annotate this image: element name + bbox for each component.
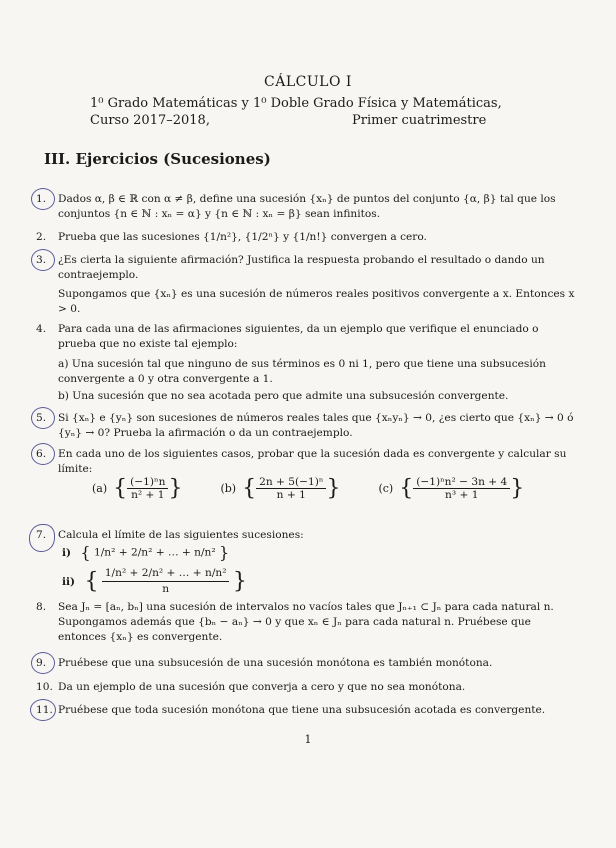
exercise-text: Si {xₙ} e {yₙ} son sucesiones de números reales tales que {xₙyₙ} → 0, ¿es cierto que {xₙ} → 0 ó {yₙ} → 0? Prueba la afirmación o da un contraejemplo. — [58, 412, 574, 439]
limit-a-label: (a) — [92, 482, 108, 495]
denominator: n + 1 — [276, 489, 306, 501]
numerator: 1/n² + 2/n² + … + n/n² — [102, 566, 230, 582]
degree-line: 1⁰ Grado Matemáticas y 1⁰ Doble Grado Física y Matemáticas, — [90, 96, 502, 111]
fraction — [127, 476, 168, 501]
pen-circle-mark — [31, 652, 55, 674]
exercise-number: 1. — [36, 193, 47, 205]
exercise-number: 6. — [36, 448, 47, 460]
exercise-number: 11. — [36, 704, 53, 716]
brace-icon: { — [113, 476, 128, 501]
pen-circle-mark — [29, 524, 55, 552]
fraction — [256, 476, 326, 501]
denominator: n — [162, 583, 170, 595]
brace-icon: } — [326, 476, 341, 501]
exercise-number: 4. — [36, 323, 47, 335]
ex7-part-ii — [62, 566, 582, 597]
brace-icon: { — [242, 476, 257, 501]
exercise-text: En cada uno de los siguientes casos, probar que la sucesión dada es convergente y calcular su límite: — [58, 448, 567, 475]
exercise-text: Da un ejemplo de una sucesión que converja a cero y que no sea monótona. — [58, 681, 466, 693]
ex7-ii-label: ii) — [62, 575, 76, 588]
exercise-number: 5. — [36, 412, 47, 424]
exercise-text: Para cada una de las afirmaciones siguientes, da un ejemplo que verifique el enunciado o prueba que no existe tal ejemplo: — [58, 323, 539, 350]
exercise-number: 9. — [36, 657, 47, 669]
pen-circle-mark — [31, 249, 55, 271]
page-number: 1 — [304, 733, 312, 746]
numerator: (−1)ⁿn² − 3n + 4 — [413, 476, 510, 489]
exercise-text: Dados α, β ∈ ℝ con α ≠ β, define una sucesión {xₙ} de puntos del conjunto {α, β} tal que los conjuntos {n ∈ ℕ : xₙ = α} y {n ∈ ℕ : xₙ = β} sean infinitos. — [58, 193, 556, 220]
limit-b-label: (b) — [220, 482, 237, 495]
denominator: n³ + 1 — [445, 489, 479, 501]
section-title: III. Ejercicios (Sucesiones) — [44, 150, 271, 168]
exercise-number: 7. — [36, 529, 47, 541]
exercise-text: Prueba que las sucesiones {1/n²}, {1/2ⁿ} y {1/n!} convergen a cero. — [58, 231, 427, 243]
brace-icon: } — [510, 476, 525, 501]
semester: Primer cuatrimestre — [352, 113, 487, 128]
exercise-text-2: Supongamos que {xₙ} es una sucesión de números reales positivos convergente a x. Entonces x > 0. — [58, 288, 575, 315]
ex7-i-expression: 1/n² + 2/n² + … + n/n² — [93, 546, 216, 559]
pen-circle-mark — [31, 443, 55, 465]
exercise-text: ¿Es cierta la siguiente afirmación? Justifica la respuesta probando el resultado o dando un contraejemplo. — [58, 254, 545, 281]
brace-icon: } — [232, 569, 247, 594]
exercise-number: 10. — [36, 681, 53, 693]
exercise-part-b: b) Una sucesión que no sea acotada pero que admite una subsucesión convergente. — [58, 390, 509, 402]
exercise-number: 8. — [36, 601, 47, 613]
fraction — [413, 476, 510, 501]
brace-icon: { — [399, 476, 414, 501]
brace-icon: { — [84, 569, 99, 594]
exercise-part-a: a) Una sucesión tal que ninguno de sus términos es 0 ni 1, pero que tiene una subsucesión convergente a 0 y otra convergente a 1. — [58, 358, 546, 385]
pen-circle-mark — [30, 699, 56, 721]
exercise-number: 3. — [36, 254, 47, 266]
exercise-text: Calcula el límite de las siguientes sucesiones: — [58, 529, 304, 541]
brace-icon: } — [168, 476, 183, 501]
brace-icon: } — [219, 543, 230, 562]
fraction — [102, 566, 230, 597]
limit-c — [378, 476, 524, 501]
brace-icon: { — [80, 543, 91, 562]
limit-c-label: (c) — [378, 482, 394, 495]
exercise-text: Sea Jₙ = [aₙ, bₙ] una sucesión de intervalos no vacíos tales que Jₙ₊₁ ⊂ Jₙ para cada natural n. Supongamos además que {bₙ − aₙ} → 0 y que xₙ ∈ Jₙ para cada natural n. Pruébese que entonces {xₙ} es convergente. — [58, 601, 554, 643]
header — [0, 74, 616, 90]
course-title: CÁLCULO I — [264, 74, 352, 90]
exercise-text: Pruébese que una subsucesión de una sucesión monótona es también monótona. — [58, 657, 493, 669]
course-year: Curso 2017–2018, — [90, 113, 210, 128]
exercise-number: 2. — [36, 231, 47, 243]
denominator: n² + 1 — [131, 489, 165, 501]
pen-circle-mark — [31, 188, 55, 210]
limits-row — [92, 476, 572, 501]
pen-circle-mark — [31, 407, 55, 429]
limit-a — [92, 476, 182, 501]
exercise-text: Pruébese que toda sucesión monótona que tiene una subsucesión acotada es convergente. — [58, 704, 546, 716]
ex7-part-i — [62, 545, 582, 561]
numerator: (−1)ⁿn — [127, 476, 168, 489]
limit-b — [220, 476, 340, 501]
ex7-i-label: i) — [62, 546, 72, 559]
numerator: 2n + 5(−1)ⁿ — [256, 476, 326, 489]
